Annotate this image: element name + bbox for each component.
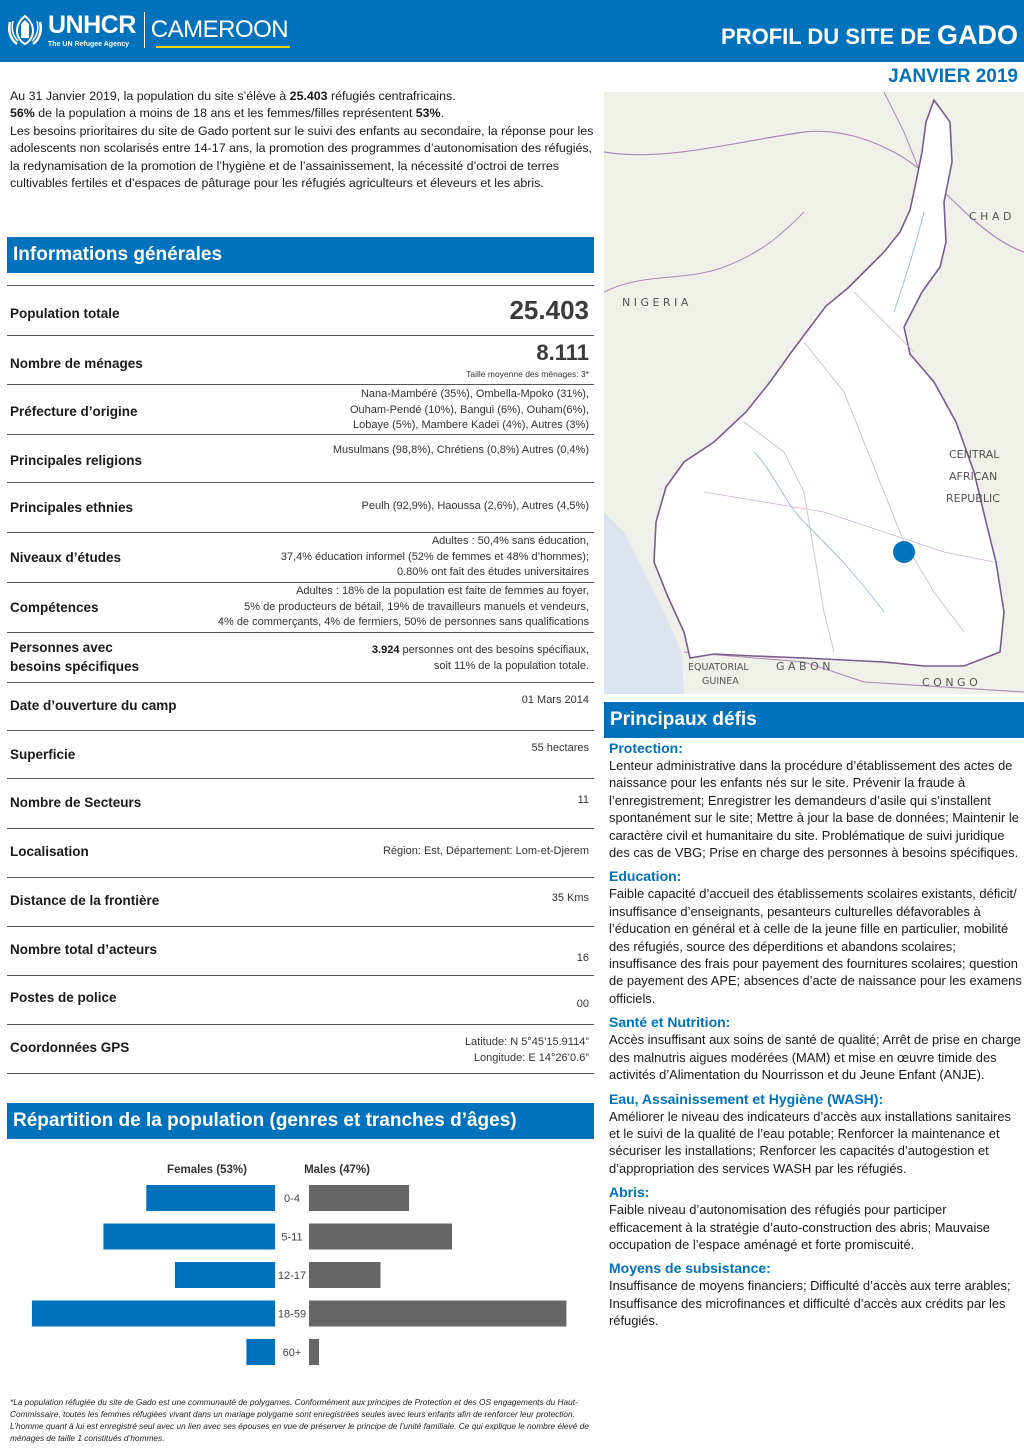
info-label: Nombre de Secteurs <box>10 795 142 810</box>
info-row-acteurs <box>7 927 594 976</box>
info-value-line: 5% de producteurs de bétail, 19% de travailleurs manuels et vendeurs, <box>244 600 589 613</box>
country-name: CAMEROON <box>150 16 289 43</box>
info-value: 01 Mars 2014 <box>521 694 589 706</box>
info-value: 25.403 <box>509 295 589 325</box>
info-value-line: Ouham-Pendé (10%), Bangui (6%), Ouham(6%), <box>349 403 589 416</box>
header-banner <box>0 0 1024 62</box>
info-value <box>350 387 589 434</box>
map-label-nigeria: N I G E R I A <box>622 296 689 309</box>
wash-title: Eau, Assainissement et Hygiène (WASH): <box>609 1090 884 1107</box>
legend-male-label: Males (47%) <box>304 1164 370 1176</box>
info-value-line: soit 11% de la population totale. <box>433 659 589 672</box>
intro-line-2 <box>10 105 594 122</box>
intro-p1-num: 25.403 <box>289 89 328 103</box>
female-bar-18-59 <box>32 1301 275 1327</box>
info-value: 16 <box>576 952 589 964</box>
gps-latitude: Latitude: N 5°45’15.9114” <box>464 1036 589 1048</box>
info-label: Postes de police <box>10 990 117 1005</box>
intro-text <box>10 88 594 192</box>
info-label: Date d’ouverture du camp <box>10 698 177 713</box>
map-canvas <box>604 92 1024 694</box>
intro-p2-a: de la population a moins de 18 ans et les femmes/filles représentent <box>34 106 416 121</box>
moyens-title: Moyens de subsistance: <box>609 1260 771 1277</box>
map-label-eq-guinea-1: EQUATORIAL <box>688 662 749 673</box>
female-bar-12-17 <box>175 1262 275 1288</box>
unhcr-emblem-icon <box>6 12 44 48</box>
map-label-eq-guinea-2: GUINEA <box>702 676 739 687</box>
logo-separator <box>144 12 145 48</box>
intro-p1-b: réfugiés centrafricains. <box>327 89 456 103</box>
age-group-label: 0-4 <box>284 1193 300 1205</box>
age-group-label: 60+ <box>282 1347 302 1359</box>
info-label: Principales religions <box>10 453 143 468</box>
info-value: 8.111 <box>536 340 589 365</box>
info-value: 55 hectares <box>531 742 589 754</box>
info-label: Superficie <box>10 747 76 762</box>
info-row-localisation <box>7 829 594 878</box>
info-row-religions <box>7 435 594 483</box>
age-group-label: 18-59 <box>277 1308 307 1321</box>
map-label-car-3: REPUBLIC <box>946 492 1000 505</box>
defis-section-title: Principaux défis <box>604 702 1024 738</box>
age-group-label: 5-11 <box>281 1231 303 1244</box>
info-row-secteurs <box>7 779 594 829</box>
info-row-population <box>7 286 594 336</box>
info-table <box>7 285 594 1074</box>
map-label-chad: C H A D <box>969 210 1012 223</box>
map-label-congo: C O N G O <box>922 676 978 689</box>
besoins-text: personnes ont des besoins spécifiaux, <box>399 644 589 656</box>
info-row-distance <box>7 878 594 927</box>
info-value-line: 37,4% éducation informel (52% de femmes et 48% d’hommes); <box>280 550 589 563</box>
info-label: Distance de la frontière <box>10 893 160 908</box>
logo-text <box>48 12 136 49</box>
abris-title: Abris: <box>609 1184 650 1201</box>
info-label-line: besoins spécifiques <box>10 659 140 674</box>
page-title <box>721 20 1018 51</box>
info-value-line: Adultes : 18% de la population est faite de femmes au foyer, <box>296 585 589 597</box>
protection-title: Protection: <box>609 740 683 756</box>
title-prefix: PROFIL DU SITE DE <box>721 24 931 49</box>
intro-line-1 <box>10 88 594 105</box>
gado-site-marker[interactable] <box>893 541 915 563</box>
moyens-text: Insuffisance de moyens financiers; Difficulté d’accès aux terre arables; Insuffisance des microfinances et difficulté d’accès aux crédits par les réfugiés. <box>609 1278 1011 1329</box>
info-value: Région: Est, Département: Lom-et-Djerem <box>382 845 589 857</box>
info-value: 35 Kms <box>551 892 589 904</box>
info-label: Coordonnées GPS <box>10 1040 130 1055</box>
report-date: JANVIER 2019 <box>888 66 1018 87</box>
map-label-car-1: CENTRAL <box>949 448 1000 461</box>
info-label: Principales ethnies <box>10 500 134 515</box>
wash-text: Améliorer le niveau des indicateurs d’accès aux installations sanitaires et le suivi de la qualité de l’eau potable; Renforcer la maintenance et sécuriser les installations; Renforcer les capacités d’autogestion et d’appropriation des services WASH par les réfugiés. <box>609 1108 1011 1176</box>
info-value-line <box>372 643 589 659</box>
info-value <box>372 643 589 674</box>
info-label-line: Personnes avec <box>10 640 113 655</box>
intro-p1-a: Au 31 Janvier 2019, la population du site s’élève à <box>10 89 290 103</box>
intro-p2-num: 56% <box>10 106 35 121</box>
info-label: Nombre de ménages <box>10 356 143 371</box>
info-note: Taille moyenne des ménages: 3* <box>466 369 589 379</box>
footnote: *La population réfugiée du site de Gado est une communauté de polygames. Conformément aux principes de Protection et des OS engagements du Haut-Commissaire, toutes les femmes réfugiées vivant dans un mariage polygame sont enregistrées seules avec leurs enfants afin de renforcer leur protection. L’homme quant à lui est enregistré seul avec un lien avec ses épouses en vue de préserver le principe de l’unité familiale. Ce qui explique le nombre élevé de ménages de taille 1 constitués d’hommes. <box>10 1397 589 1443</box>
info-value-line: Nana-Mambéré (35%), Ombella-Mpoko (31%), <box>360 388 589 400</box>
sante-text: Accès insuffisant aux soins de santé de qualité; Arrêt de prise en charge des malnutris aigues modérées (MAM) et mise en œuvre timide des activités d’Alimentation du Nourrisson et du Jeune Enfant (ANJE). <box>609 1032 1021 1083</box>
male-bar-18-59 <box>309 1301 566 1327</box>
info-row-gps <box>7 1025 594 1073</box>
male-bar-5-11 <box>309 1224 452 1250</box>
info-label: Population totale <box>10 306 120 321</box>
info-value <box>465 1035 589 1066</box>
info-value-line: Adultes : 50,4% sans éducation, <box>431 535 589 547</box>
population-pyramid-chart <box>7 1155 594 1380</box>
gps-longitude: Longitude: E 14°26’0.6” <box>473 1051 589 1064</box>
info-label: Localisation <box>10 844 89 859</box>
male-bar-12-17 <box>309 1262 381 1288</box>
info-row-police <box>7 976 594 1025</box>
info-value: Musulmans (98,8%), Chrétiens (0,8%) Autres (0,4%) <box>332 444 589 456</box>
intro-p2-num2: 53% <box>415 106 441 121</box>
country-underline <box>156 46 290 48</box>
info-label: Nombre total d’acteurs <box>10 942 158 957</box>
legend-female-label: Females (53%) <box>167 1164 247 1176</box>
info-row-menages <box>7 336 594 385</box>
male-bar-0-4 <box>309 1185 409 1211</box>
female-bar-60+ <box>246 1339 275 1365</box>
female-bar-0-4 <box>146 1185 275 1211</box>
info-value <box>281 534 589 581</box>
info-value-line: 0.80% ont fait des études universitaires <box>396 566 589 578</box>
info-label: Compétences <box>10 600 99 615</box>
info-row-besoins <box>7 633 594 683</box>
besoins-number: 3.924 <box>371 644 400 656</box>
abris-text: Faible niveau d’autonomisation des réfugiés pour participer efficacement à la stratégie d’auto-construction des abris; Mauvaise occupation de l’espace aménagé et forte promiscuité. <box>609 1202 990 1252</box>
info-row-etudes <box>7 533 594 583</box>
org-name: UNHCR <box>48 11 136 39</box>
age-group-label: 12-17 <box>277 1270 307 1282</box>
info-value-line: 4% de commerçants, 4% de fermiers, 50% de personnes sans qualifications <box>217 616 589 628</box>
info-value: 00 <box>576 998 589 1010</box>
pyramid-bars-group <box>32 1185 567 1365</box>
location-map[interactable] <box>604 92 1024 694</box>
info-value: 11 <box>577 794 589 806</box>
intro-paragraph: Les besoins prioritaires du site de Gado portent sur le suivi des enfants au secondaire, la réponse pour les adolescents non scolarisés entre 14-17 ans, la promotion des programmes d’autonomisation des réfugiés, la redynamisation de la promotion de l’hygiène et de l’assainissement, la nécessité d’octroi de terres cultivables fertiles et d’espaces de pâturage pour les réfugiés agriculteurs et éleveurs et les abris. <box>10 123 594 191</box>
info-row-ouverture <box>7 683 594 731</box>
info-value: Peulh (92,9%), Haoussa (2,6%), Autres (4,5%) <box>361 500 589 512</box>
info-value <box>218 584 589 631</box>
org-tagline: The UN Refugee Agency <box>48 41 130 48</box>
population-section-title: Répartition de la population (genres et tranches d’âges) <box>7 1103 594 1139</box>
education-text: Faible capacité d’accueil des établissements scolaires existants, déficit/ insuffisance d’enseignants, pesanteurs culturelles défavorables à l’éducation en général et à celle de la jeune fille en particulier, mobilité des réfugiés, source des déperditions et abandons scolaires; insuffisance des frais pour payement des fournitures scolaires; question de payement des APE; absences d’acte de naissance pour les examens officiels. <box>609 886 1022 1006</box>
map-label-gabon: G A B O N <box>776 660 831 673</box>
info-value-line: Lobaye (5%), Mambere Kadei (4%), Autres (3%) <box>353 419 589 431</box>
education-title: Education: <box>609 868 682 885</box>
protection-text: Lenteur administrative dans la procédure d’établissement des actes de naissance pour les enfants nés sur le site. Prévenir la fraude à l’enregistrement; Enregistrer les demandeurs d’asile qui s’installent spontanément sur le site; Mettre à jour la base de données; Maintenir le caractère civil et humanitaire du site. Problématique de suivi juridique des cas de VBG; Prise en charge des personnes à besoins spécifiques. <box>609 758 1019 861</box>
info-row-prefecture <box>7 385 594 435</box>
info-label: Préfecture d’origine <box>10 404 138 419</box>
male-bar-60+ <box>309 1339 319 1365</box>
info-label: Niveaux d’études <box>10 550 122 565</box>
challenges-list <box>609 740 1022 1337</box>
title-site: GADO <box>937 20 1018 50</box>
sante-title: Santé et Nutrition: <box>609 1014 731 1031</box>
info-row-superficie <box>7 731 594 779</box>
intro-p2-b: . <box>440 106 444 121</box>
info-row-ethnies <box>7 483 594 533</box>
info-label <box>10 638 139 676</box>
info-row-competences <box>7 583 594 633</box>
info-section-title: Informations générales <box>7 237 594 273</box>
female-bar-5-11 <box>103 1224 275 1250</box>
map-label-car-2: AFRICAN <box>949 470 998 483</box>
